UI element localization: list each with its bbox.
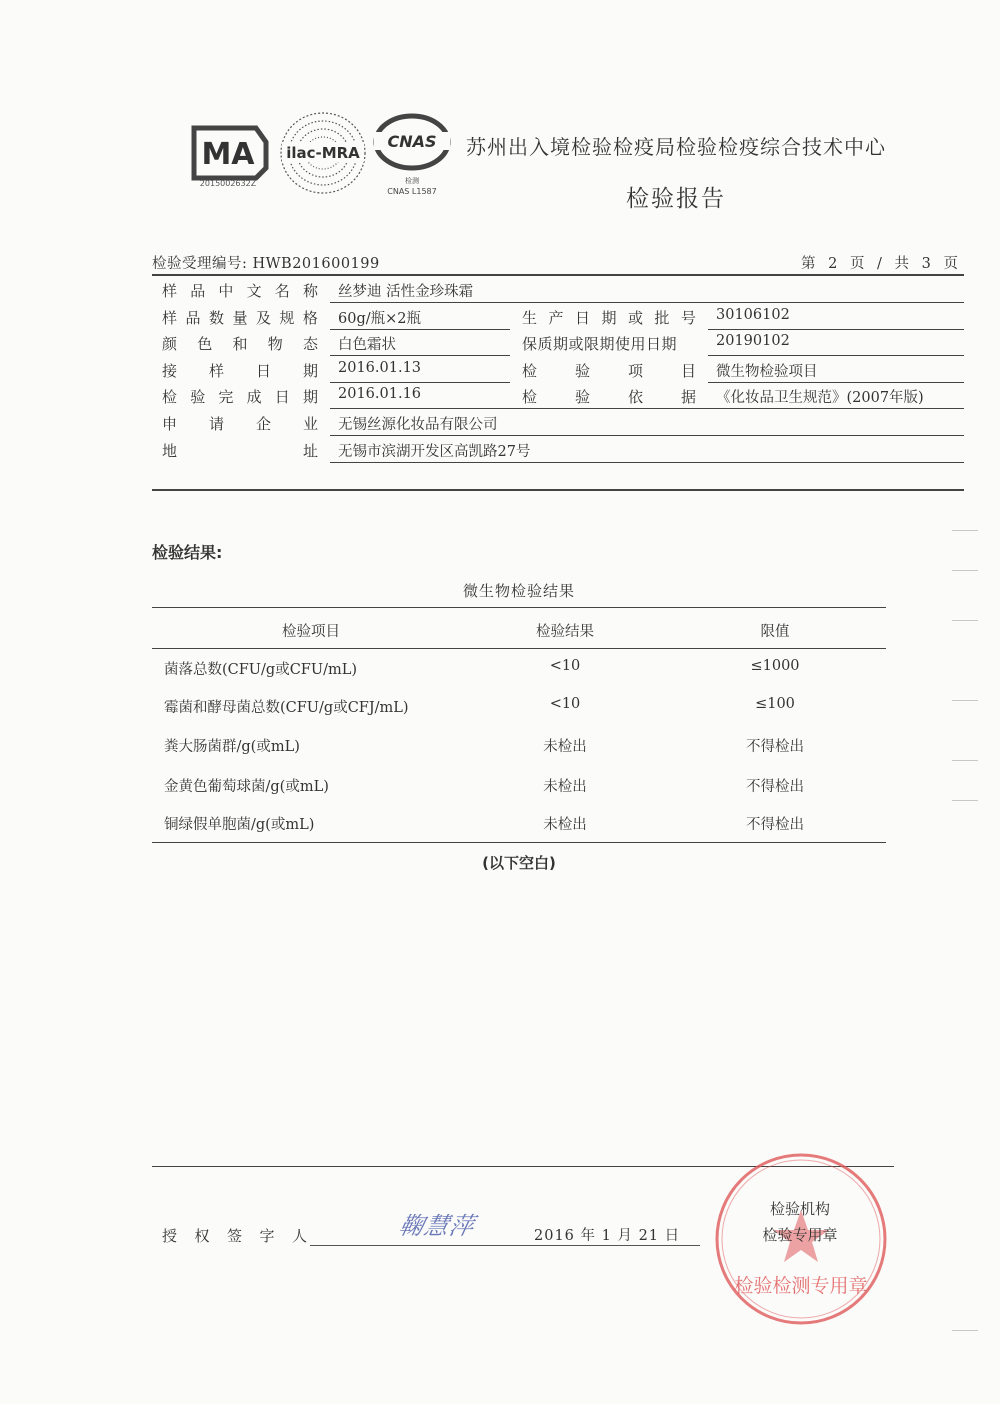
table-bottom-rule	[152, 489, 964, 491]
result-row-item: 菌落总数(CFU/g或CFU/mL)	[164, 662, 357, 678]
cnas-logo	[372, 112, 452, 198]
address-value: 无锡市滨湖开发区高凯路27号	[338, 444, 531, 460]
row-rule	[330, 382, 510, 383]
column-header-limit: 限值	[760, 624, 790, 640]
result-row-value: 未检出	[543, 817, 587, 833]
scan-edge-mark	[952, 700, 978, 701]
results-header-rule	[152, 648, 886, 649]
results-table-caption: 微生物检验结果	[462, 582, 575, 600]
results-top-rule	[152, 607, 886, 608]
seal-caption-line-2: 检验专用章	[762, 1226, 838, 1244]
column-header-item: 检验项目	[282, 624, 340, 640]
svg-text:CNAS: CNAS	[387, 132, 437, 151]
result-row-item: 金黄色葡萄球菌/g(或mL)	[164, 779, 329, 795]
basis-value: 《化妆品卫生规范》(2007年版)	[716, 390, 924, 406]
complete-date-value: 2016.01.16	[338, 386, 422, 402]
row-rule	[330, 329, 510, 330]
result-row-limit: ≤1000	[750, 658, 800, 674]
quantity-value: 60g/瓶×2瓶	[338, 311, 421, 327]
result-row-limit: 不得检出	[746, 817, 804, 833]
result-row-item: 霉菌和酵母菌总数(CFU/g或CFJ/mL)	[164, 700, 409, 716]
result-row-value: 未检出	[543, 739, 587, 755]
results-bottom-rule	[152, 842, 886, 843]
authorized-signatory-label: 授 权 签 字 人	[162, 1227, 307, 1245]
address-label: 地 址	[162, 442, 318, 460]
sample-name-value: 丝梦迪 活性金珍珠霜	[338, 284, 474, 300]
row-rule	[330, 435, 964, 436]
test-item-label: 检 验 项 目	[522, 362, 696, 380]
svg-text:ilac-MRA: ilac-MRA	[286, 144, 360, 162]
table-top-rule	[152, 274, 964, 276]
svg-text:CNAS L1587: CNAS L1587	[387, 187, 437, 196]
results-heading: 检验结果:	[152, 543, 223, 562]
organization-name: 苏州出入境检验检疫局检验检疫综合技术中心	[466, 135, 886, 159]
reference-value: HWB201600199	[252, 256, 380, 272]
svg-text:检验检测专用章: 检验检测专用章	[734, 1275, 868, 1297]
receive-date-value: 2016.01.13	[338, 360, 422, 376]
result-row-value: 未检出	[543, 779, 587, 795]
appearance-label: 颜 色 和 物 态	[162, 335, 318, 353]
svg-text:MA: MA	[201, 137, 255, 172]
scan-edge-mark	[952, 800, 978, 801]
receive-date-label: 接 样 日 期	[162, 362, 318, 380]
result-row-limit: 不得检出	[746, 779, 804, 795]
svg-text:2015002632Z: 2015002632Z	[199, 179, 257, 188]
test-item-value: 微生物检验项目	[716, 364, 818, 380]
production-label: 生 产 日 期 或 批 号	[522, 309, 696, 327]
sign-date: 2016 年 1 月 21 日	[534, 1228, 681, 1244]
applicant-label: 申 请 企 业	[162, 415, 318, 433]
ilac-mra-logo	[278, 108, 368, 198]
result-row-item: 铜绿假单胞菌/g(或mL)	[164, 817, 315, 833]
expiry-label: 保质期或限期使用日期	[522, 335, 678, 353]
scan-edge-mark	[952, 570, 978, 571]
expiry-value: 20190102	[716, 333, 790, 349]
result-row-value: <10	[549, 658, 581, 674]
production-value: 30106102	[716, 307, 790, 323]
row-rule	[330, 408, 964, 409]
page-indicator: 第 2 页 / 共 3 页	[801, 256, 962, 272]
scan-edge-mark	[952, 1330, 978, 1331]
report-title: 检验报告	[626, 186, 726, 212]
applicant-value: 无锡丝源化妆品有限公司	[338, 417, 498, 433]
row-rule	[330, 355, 510, 356]
quantity-label: 样 品 数 量 及 规 格	[162, 309, 318, 327]
row-rule	[330, 302, 964, 303]
signature-line	[310, 1245, 700, 1246]
row-rule	[330, 462, 964, 463]
complete-date-label: 检 验 完 成 日 期	[162, 388, 318, 406]
column-header-result: 检验结果	[536, 624, 594, 640]
row-rule	[708, 329, 964, 330]
scan-edge-mark	[952, 530, 978, 531]
row-rule	[708, 355, 964, 356]
result-row-value: <10	[549, 696, 581, 712]
reference-label: 检验受理编号:	[152, 256, 248, 272]
seal-caption-line-1: 检验机构	[769, 1200, 830, 1218]
reference-number	[152, 252, 380, 273]
basis-label: 检 验 依 据	[522, 388, 696, 406]
cma-logo	[186, 122, 272, 188]
row-rule	[708, 382, 964, 383]
scan-edge-mark	[952, 620, 978, 621]
result-row-item: 粪大肠菌群/g(或mL)	[164, 739, 300, 755]
sample-name-label: 样 品 中 文 名 称	[162, 282, 318, 300]
handwritten-signature: 鞠慧萍	[396, 1212, 478, 1240]
blank-below-note: (以下空白)	[482, 854, 556, 872]
svg-text:检测: 检测	[405, 177, 419, 185]
result-row-limit: 不得检出	[746, 739, 804, 755]
scan-edge-mark	[952, 760, 978, 761]
result-row-limit: ≤100	[755, 696, 795, 712]
appearance-value: 白色霜状	[338, 337, 396, 353]
